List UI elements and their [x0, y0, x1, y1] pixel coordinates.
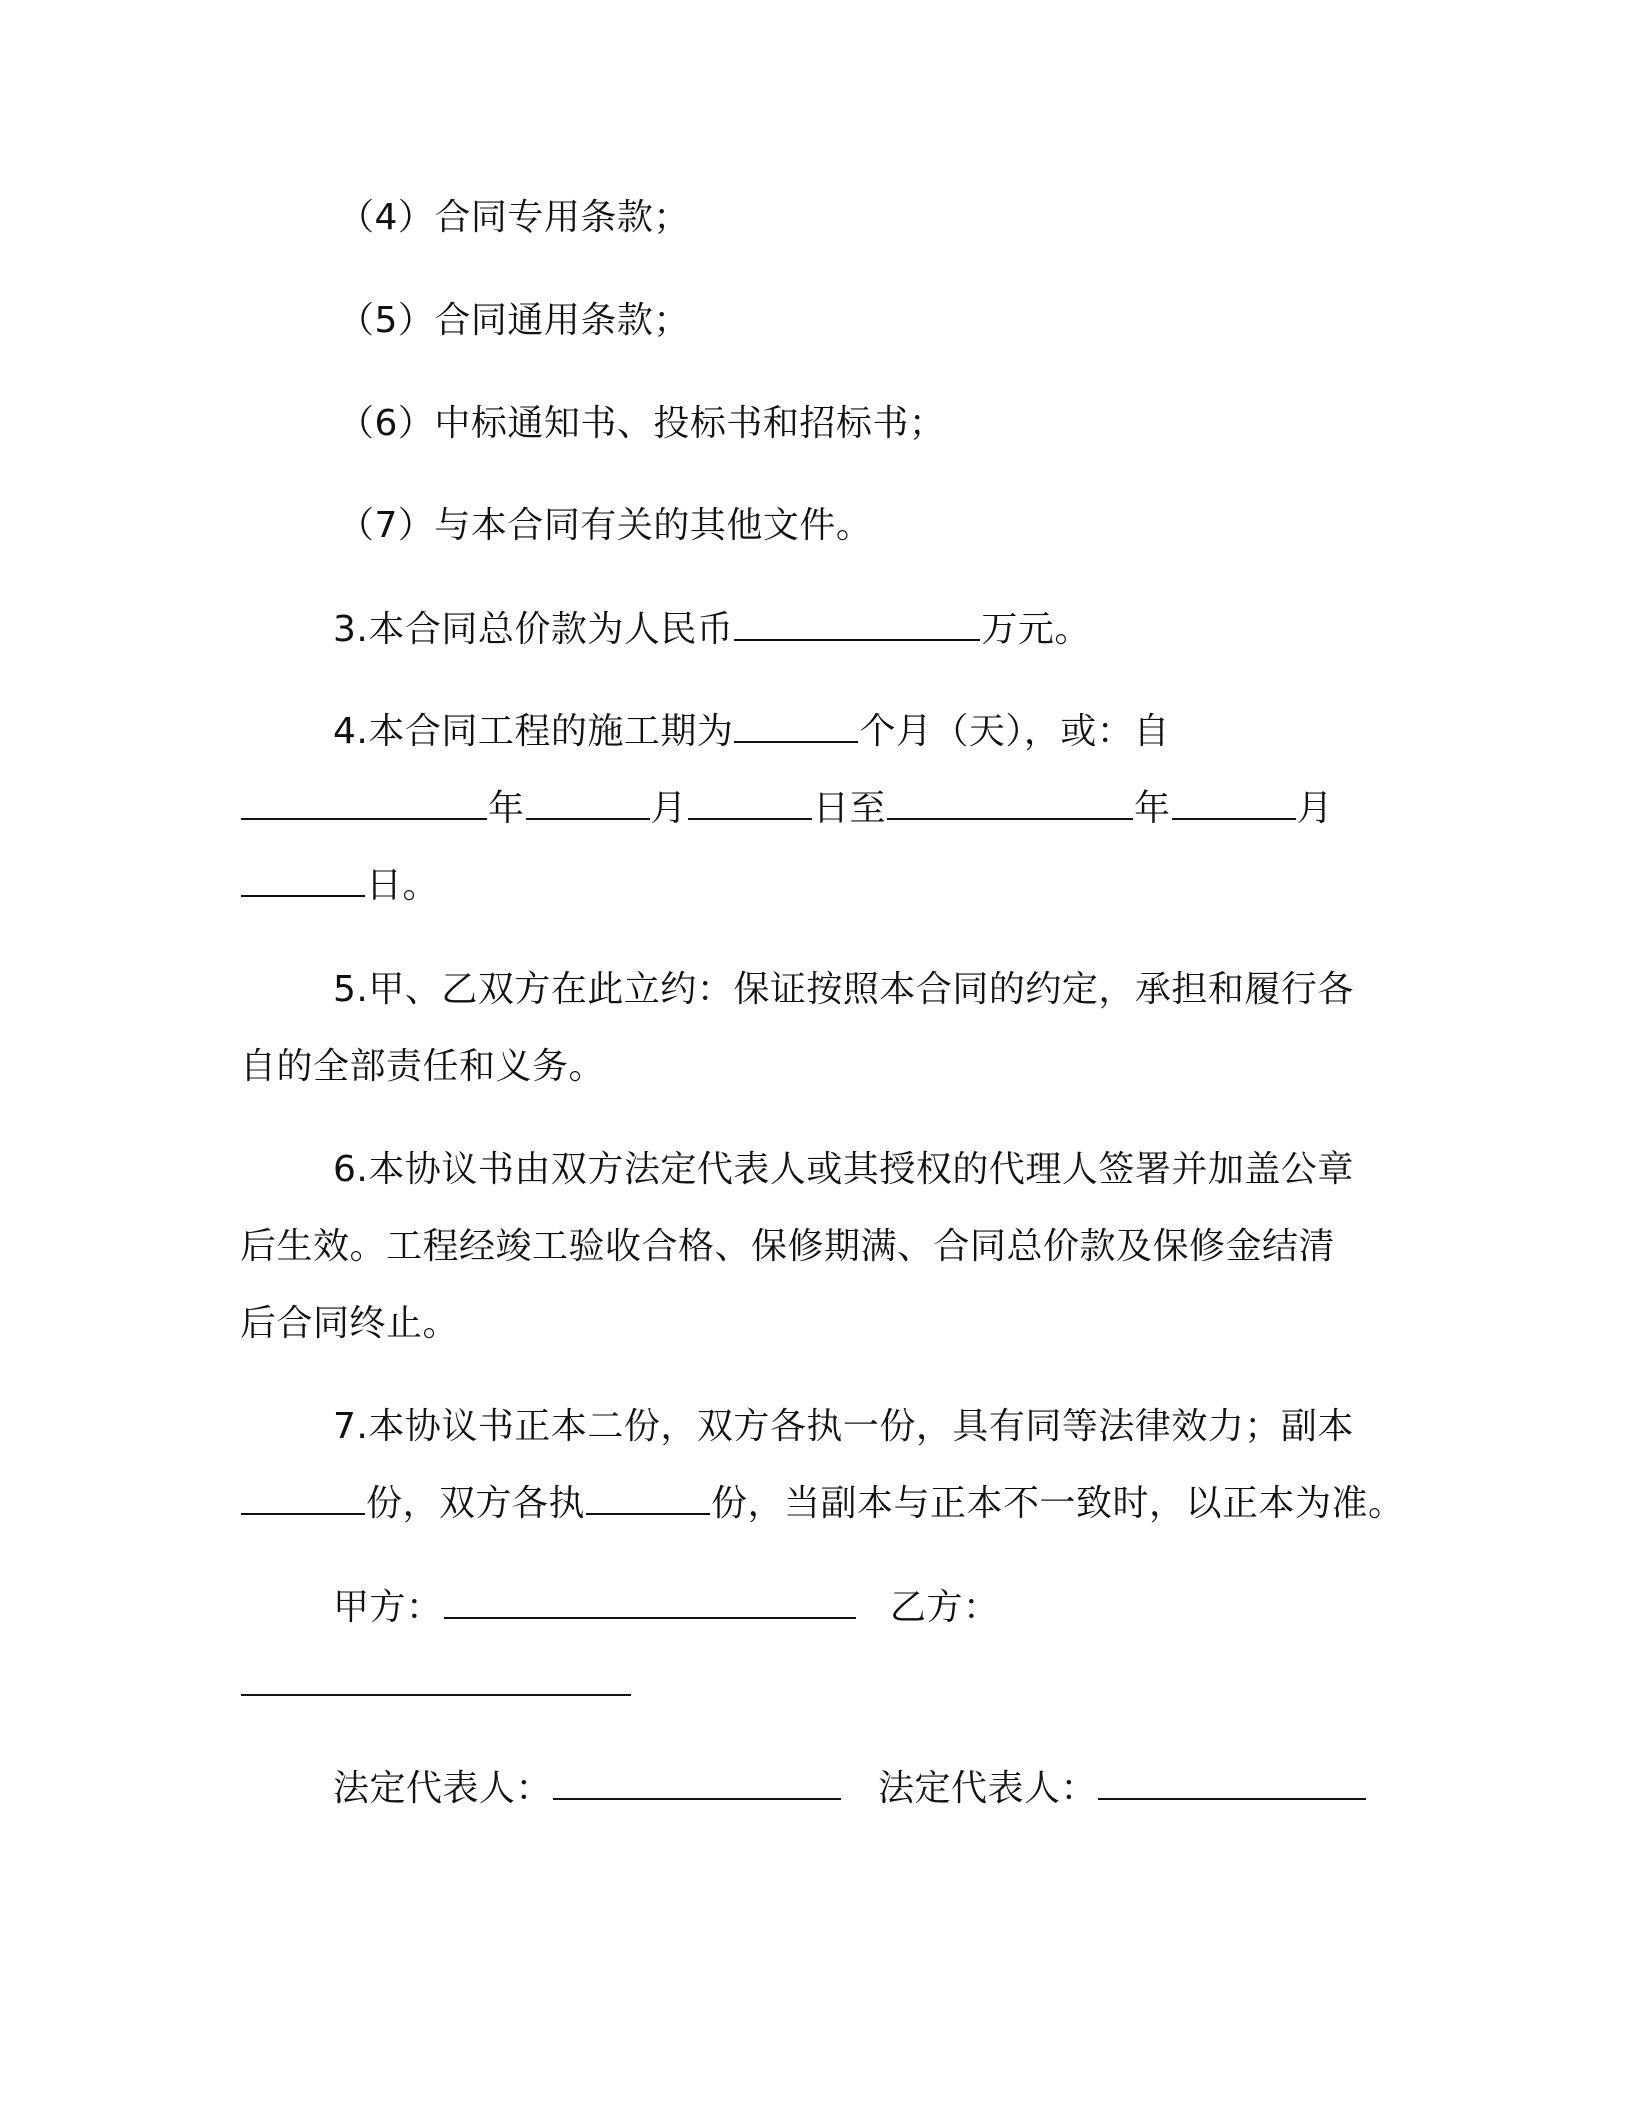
day-to-label: 日至	[813, 788, 887, 829]
item-7: （7）与本合同有关的其他文件。	[338, 505, 873, 546]
clause-7-suffix: 份，当副本与正本不一致时，以正本为准。	[711, 1483, 1405, 1524]
clause-4-line-1	[333, 711, 1170, 752]
total-price-blank	[734, 638, 980, 641]
copies-each-blank	[586, 1512, 710, 1515]
clause-6-line-1: 6.本协议书由双方法定代表人或其授权的代理人签署并加盖公章	[333, 1149, 1354, 1190]
clause-5-line-2: 自的全部责任和义务。	[240, 1046, 606, 1087]
start-day-blank	[688, 817, 812, 820]
copies-blank	[241, 1512, 365, 1515]
clause-7-line-1: 7.本协议书正本二份，双方各执一份，具有同等法律效力；副本	[333, 1406, 1354, 1447]
clause-4-prefix: 4.本合同工程的施工期为	[333, 711, 734, 752]
clause-3-suffix: 万元。	[981, 609, 1091, 650]
party-b-blank	[241, 1693, 631, 1696]
copies-suffix: 份，双方各执	[366, 1483, 586, 1524]
legal-rep-a-line	[333, 1768, 842, 1809]
end-month-blank	[1172, 817, 1296, 820]
legal-rep-b-line	[878, 1768, 1367, 1809]
clause-5-line-1: 5.甲、乙双方在此立约：保证按照本合同的约定，承担和履行各	[333, 969, 1354, 1010]
item-4: （4）合同专用条款；	[338, 197, 690, 238]
party-b-label: 乙方：	[890, 1587, 1000, 1628]
start-year-blank	[241, 817, 487, 820]
year-label-2: 年	[1134, 788, 1171, 829]
month-label: 月	[650, 788, 688, 829]
clause-3	[333, 609, 1091, 650]
clause-6-line-2: 后生效。工程经竣工验收合格、保修期满、合同总价款及保修金结清	[240, 1226, 1336, 1267]
party-b-line	[240, 1667, 632, 1703]
legal-rep-b-label: 法定代表人：	[878, 1768, 1098, 1809]
clause-4-line-3	[240, 865, 440, 906]
month-label-2: 月	[1296, 788, 1334, 829]
clause-4-suffix: 个月（天），或：自	[859, 711, 1170, 752]
item-6: （6）中标通知书、投标书和招标书；	[338, 403, 946, 444]
end-day-blank	[241, 894, 365, 897]
legal-rep-b-blank	[1098, 1797, 1366, 1800]
party-a-line	[333, 1587, 857, 1628]
start-month-blank	[526, 817, 650, 820]
clause-6-line-3: 后合同终止。	[240, 1303, 460, 1344]
clause-3-prefix: 3.本合同总价款为人民币	[333, 609, 734, 650]
item-5: （5）合同通用条款；	[338, 300, 690, 341]
end-year-blank	[887, 817, 1133, 820]
legal-rep-a-label: 法定代表人：	[333, 1768, 553, 1809]
clause-7-line-2	[240, 1483, 1405, 1524]
party-a-label: 甲方：	[333, 1587, 443, 1628]
clause-4-line-2	[240, 788, 1334, 829]
year-label: 年	[488, 788, 525, 829]
legal-rep-a-blank	[553, 1797, 841, 1800]
party-a-blank	[444, 1616, 856, 1619]
duration-blank	[734, 740, 858, 743]
day-end-label: 日。	[366, 865, 440, 906]
